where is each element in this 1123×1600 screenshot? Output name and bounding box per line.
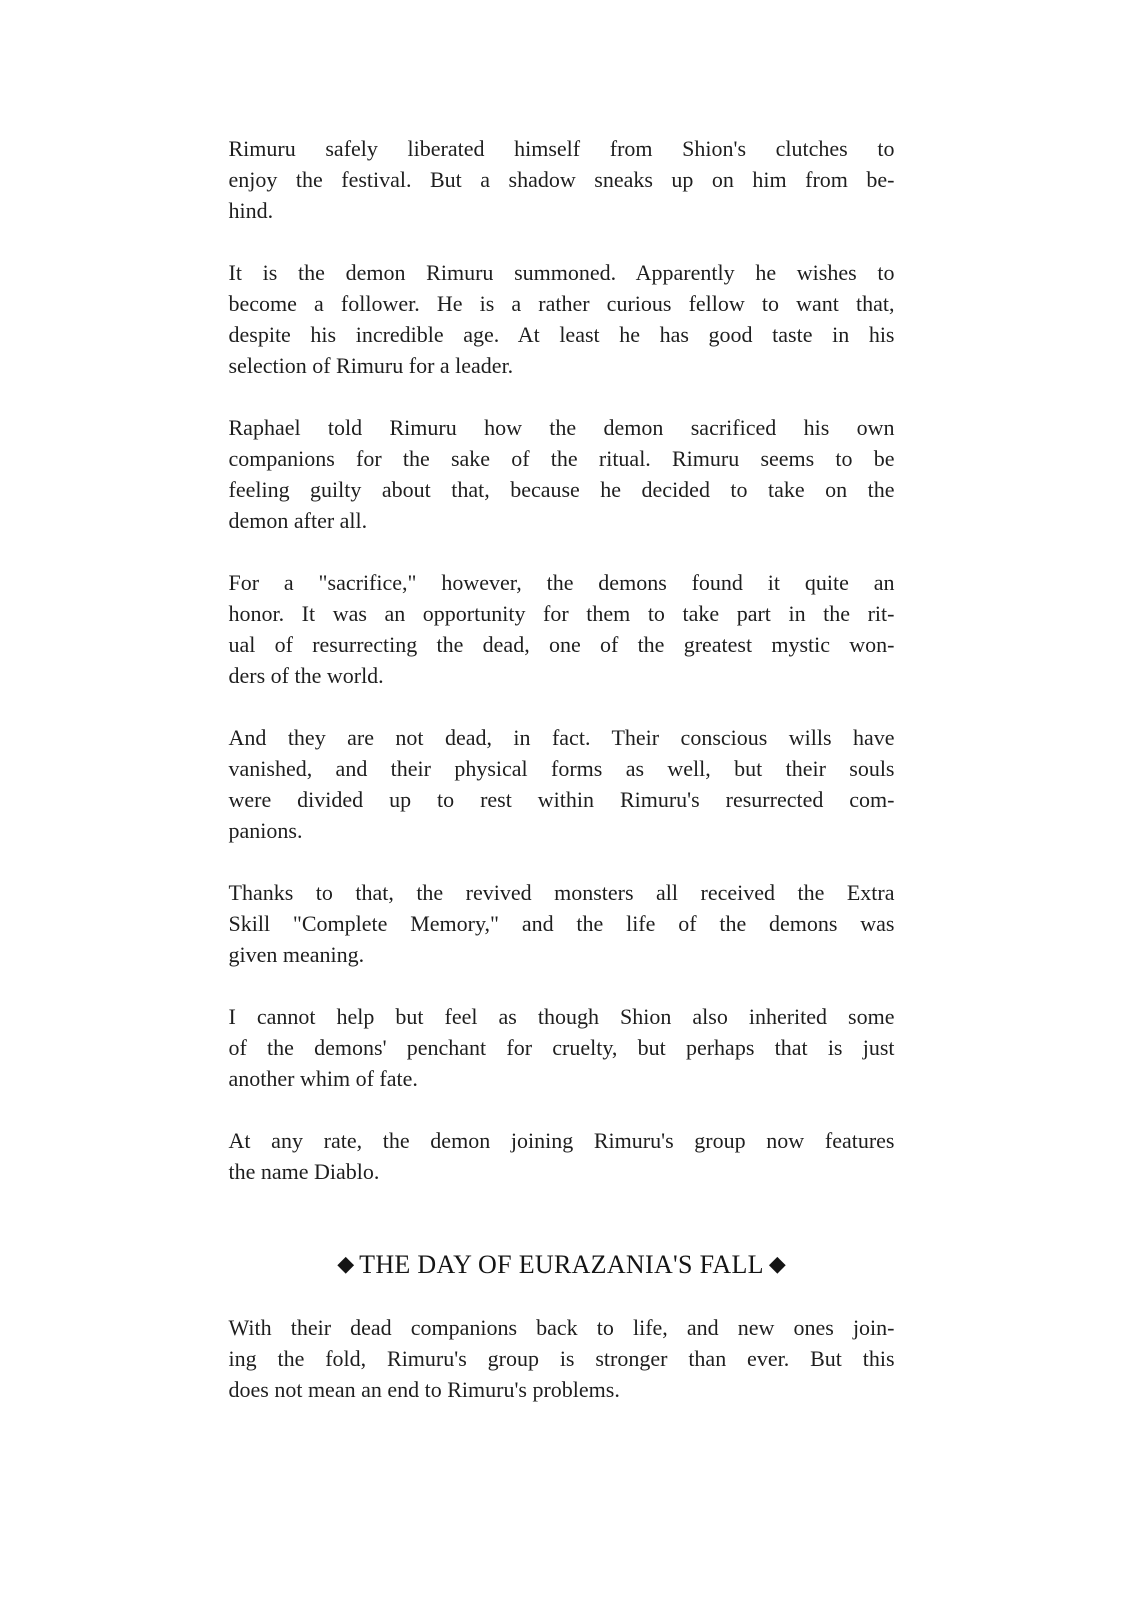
text-line: Rimuru safely liberated himself from Shion's clutches to — [228, 136, 895, 161]
text-line: Raphael told Rimuru how the demon sacrificed his own — [228, 415, 895, 440]
paragraph — [229, 1001, 895, 1094]
paragraph — [229, 1125, 895, 1187]
text-line: Thanks to that, the revived monsters all received the Extra — [228, 880, 895, 905]
text-line: does not mean an end to Rimuru's problems. — [228, 1377, 620, 1402]
text-line: I cannot help but feel as though Shion also inherited some — [228, 1004, 895, 1029]
text-line: Skill "Complete Memory," and the life of the demons was — [228, 911, 895, 936]
paragraph — [229, 1312, 895, 1405]
text-line: With their dead companions back to life, and new ones join- — [228, 1315, 895, 1340]
text-line: It is the demon Rimuru summoned. Apparently he wishes to — [228, 260, 895, 285]
paragraph — [229, 567, 895, 691]
paragraph — [229, 412, 895, 536]
text-line: despite his incredible age. At least he has good taste in his — [228, 322, 895, 347]
text-line: panions. — [228, 818, 303, 843]
section-heading-text: THE DAY OF EURAZANIA'S FALL — [359, 1250, 764, 1279]
text-line: given meaning. — [228, 942, 365, 967]
paragraph — [229, 257, 895, 381]
diamond-icon: ◆ — [768, 1251, 786, 1276]
page-text-block — [229, 0, 895, 1405]
text-line: demon after all. — [228, 508, 368, 533]
text-line: the name Diablo. — [228, 1159, 380, 1184]
paragraph — [229, 133, 895, 226]
paragraph — [229, 877, 895, 970]
text-line: were divided up to rest within Rimuru's resurrected com- — [228, 787, 895, 812]
text-line: ual of resurrecting the dead, one of the greatest mystic won- — [228, 632, 895, 657]
text-line: hind. — [228, 198, 274, 223]
text-line: another whim of fate. — [228, 1066, 418, 1091]
text-line: enjoy the festival. But a shadow sneaks up on him from be- — [228, 167, 895, 192]
section-heading — [229, 1249, 895, 1281]
text-line: For a "sacrifice," however, the demons found it quite an — [228, 570, 895, 595]
text-line: feeling guilty about that, because he decided to take on the — [228, 477, 895, 502]
text-line: selection of Rimuru for a leader. — [228, 353, 514, 378]
text-line: honor. It was an opportunity for them to take part in the rit- — [228, 601, 895, 626]
text-line: At any rate, the demon joining Rimuru's group now features — [228, 1128, 895, 1153]
text-line: vanished, and their physical forms as well, but their souls — [228, 756, 895, 781]
text-line: companions for the sake of the ritual. Rimuru seems to be — [228, 446, 895, 471]
paragraph — [229, 722, 895, 846]
diamond-icon: ◆ — [337, 1251, 355, 1276]
text-line: ders of the world. — [228, 663, 384, 688]
text-line: And they are not dead, in fact. Their conscious wills have — [228, 725, 895, 750]
text-line: of the demons' penchant for cruelty, but perhaps that is just — [228, 1035, 895, 1060]
text-line: ing the fold, Rimuru's group is stronger than ever. But this — [228, 1346, 895, 1371]
text-line: become a follower. He is a rather curious fellow to want that, — [228, 291, 895, 316]
